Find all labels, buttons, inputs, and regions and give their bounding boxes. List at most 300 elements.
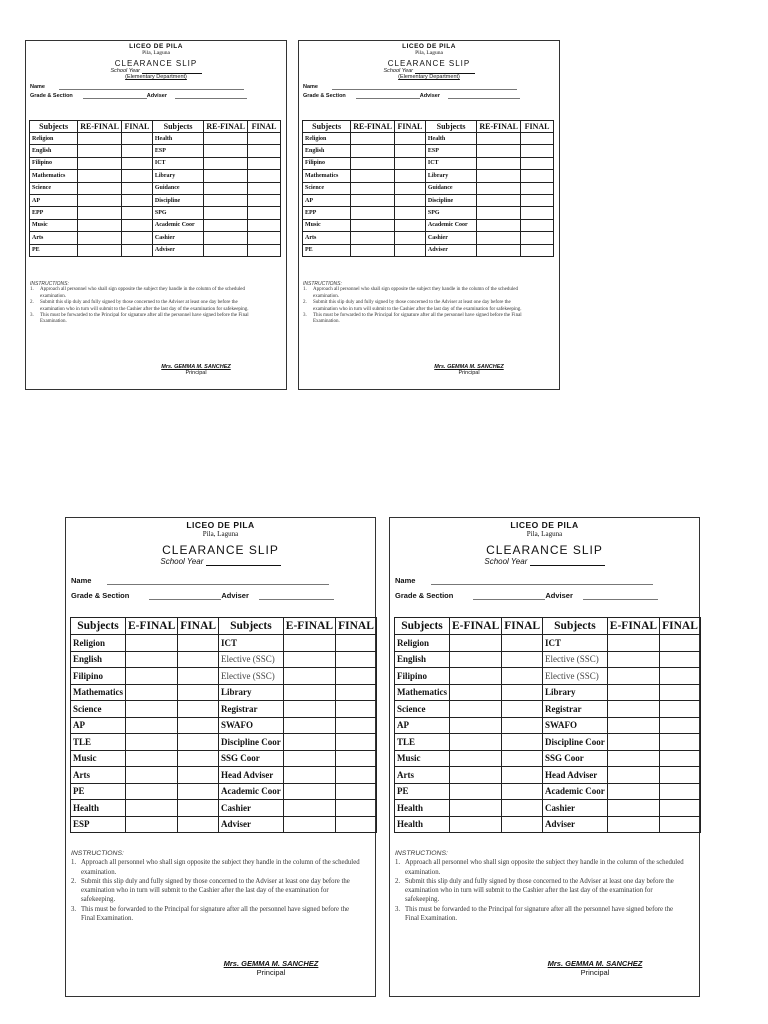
final-signature-cell[interactable] xyxy=(394,157,425,169)
final-signature-cell[interactable] xyxy=(178,734,219,751)
final-signature-cell[interactable] xyxy=(521,145,554,157)
final-signature-cell[interactable] xyxy=(502,816,543,833)
efinal-signature-cell[interactable] xyxy=(449,717,501,734)
efinal-signature-cell[interactable] xyxy=(607,783,659,800)
final-signature-cell[interactable] xyxy=(178,684,219,701)
final-signature-cell[interactable] xyxy=(660,800,701,817)
final-signature-cell[interactable] xyxy=(178,767,219,784)
efinal-signature-cell[interactable] xyxy=(449,668,501,685)
subjects-table xyxy=(29,120,281,257)
efinal-signature-cell[interactable] xyxy=(449,635,501,652)
final-signature-cell[interactable] xyxy=(248,244,281,256)
final-signature-cell[interactable] xyxy=(248,182,281,194)
final-signature-cell[interactable] xyxy=(502,767,543,784)
final-signature-cell[interactable] xyxy=(502,635,543,652)
efinal-signature-cell[interactable] xyxy=(283,734,335,751)
instruction-text: Approach all personnel who shall sign opposite the subject they handle in the column of the scheduled examination. xyxy=(313,287,518,299)
refinal-signature-cell[interactable] xyxy=(204,244,248,256)
grade-adviser-field xyxy=(395,591,699,600)
final-signature-cell[interactable] xyxy=(394,219,425,231)
signatory xyxy=(196,959,346,977)
subject-cell: SPG xyxy=(152,207,203,219)
instruction-item xyxy=(395,877,685,905)
refinal-signature-cell[interactable] xyxy=(477,170,521,182)
efinal-signature-cell[interactable] xyxy=(449,651,501,668)
final-signature-cell[interactable] xyxy=(336,717,377,734)
name-field xyxy=(30,84,286,90)
col-header: FINAL xyxy=(248,121,281,133)
final-signature-cell[interactable] xyxy=(248,157,281,169)
principal-title: Principal xyxy=(256,968,286,977)
final-signature-cell[interactable] xyxy=(336,635,377,652)
final-signature-cell[interactable] xyxy=(660,651,701,668)
subject-cell: AP xyxy=(395,717,450,734)
final-signature-cell[interactable] xyxy=(502,734,543,751)
refinal-signature-cell[interactable] xyxy=(351,182,395,194)
final-signature-cell[interactable] xyxy=(178,668,219,685)
instruction-text: Approach all personnel who shall sign opposite the subject they handle in the column of the scheduled examination. xyxy=(81,859,360,876)
efinal-signature-cell[interactable] xyxy=(125,701,177,718)
refinal-signature-cell[interactable] xyxy=(351,207,395,219)
subject-cell: SSG Coor xyxy=(219,750,284,767)
efinal-signature-cell[interactable] xyxy=(283,651,335,668)
table-row xyxy=(71,734,377,751)
refinal-signature-cell[interactable] xyxy=(351,194,395,206)
final-signature-cell[interactable] xyxy=(336,734,377,751)
final-signature-cell[interactable] xyxy=(394,133,425,145)
subject-cell: Science xyxy=(303,182,351,194)
subject-cell: Library xyxy=(219,684,284,701)
instruction-number: 2. xyxy=(303,300,307,306)
efinal-signature-cell[interactable] xyxy=(283,684,335,701)
final-signature-cell[interactable] xyxy=(521,194,554,206)
table-row xyxy=(395,635,701,652)
refinal-signature-cell[interactable] xyxy=(78,194,122,206)
efinal-signature-cell[interactable] xyxy=(607,684,659,701)
efinal-signature-cell[interactable] xyxy=(283,783,335,800)
subject-cell: Mathematics xyxy=(71,684,126,701)
refinal-signature-cell[interactable] xyxy=(351,157,395,169)
final-signature-cell[interactable] xyxy=(660,717,701,734)
efinal-signature-cell[interactable] xyxy=(449,734,501,751)
final-signature-cell[interactable] xyxy=(394,232,425,244)
efinal-signature-cell[interactable] xyxy=(607,767,659,784)
efinal-signature-cell[interactable] xyxy=(125,767,177,784)
table-row xyxy=(30,194,281,206)
table-row xyxy=(395,668,701,685)
subject-cell: Academic Coor xyxy=(219,783,284,800)
final-signature-cell[interactable] xyxy=(178,816,219,833)
efinal-signature-cell[interactable] xyxy=(607,635,659,652)
efinal-signature-cell[interactable] xyxy=(125,635,177,652)
clearance-slip-4 xyxy=(389,517,700,997)
final-signature-cell[interactable] xyxy=(394,182,425,194)
instruction-item xyxy=(71,877,361,905)
refinal-signature-cell[interactable] xyxy=(351,244,395,256)
final-signature-cell[interactable] xyxy=(121,182,152,194)
subject-cell: English xyxy=(30,145,78,157)
instruction-number: 2. xyxy=(395,877,401,885)
school-year-line[interactable] xyxy=(206,565,281,566)
final-signature-cell[interactable] xyxy=(336,701,377,718)
refinal-signature-cell[interactable] xyxy=(477,133,521,145)
efinal-signature-cell[interactable] xyxy=(449,816,501,833)
subject-cell: Music xyxy=(30,219,78,231)
final-signature-cell[interactable] xyxy=(178,750,219,767)
efinal-signature-cell[interactable] xyxy=(283,668,335,685)
col-header: FINAL xyxy=(521,121,554,133)
refinal-signature-cell[interactable] xyxy=(78,232,122,244)
subject-cell: Filipino xyxy=(30,157,78,169)
adviser-line[interactable] xyxy=(448,98,520,99)
efinal-signature-cell[interactable] xyxy=(607,668,659,685)
efinal-signature-cell[interactable] xyxy=(125,651,177,668)
final-signature-cell[interactable] xyxy=(660,701,701,718)
school-year-label: School Year xyxy=(110,68,141,74)
subject-cell: Science xyxy=(395,701,450,718)
final-signature-cell[interactable] xyxy=(394,207,425,219)
efinal-signature-cell[interactable] xyxy=(125,717,177,734)
subject-cell: PE xyxy=(71,783,126,800)
refinal-signature-cell[interactable] xyxy=(477,157,521,169)
final-signature-cell[interactable] xyxy=(394,145,425,157)
efinal-signature-cell[interactable] xyxy=(449,684,501,701)
table-row xyxy=(303,133,554,145)
refinal-signature-cell[interactable] xyxy=(78,244,122,256)
efinal-signature-cell[interactable] xyxy=(449,783,501,800)
efinal-signature-cell[interactable] xyxy=(449,800,501,817)
final-signature-cell[interactable] xyxy=(521,133,554,145)
grade-line[interactable] xyxy=(83,98,147,99)
refinal-signature-cell[interactable] xyxy=(78,157,122,169)
refinal-signature-cell[interactable] xyxy=(351,170,395,182)
final-signature-cell[interactable] xyxy=(121,170,152,182)
subject-cell: Registrar xyxy=(543,701,608,718)
instruction-text: This must be forwarded to the Principal for signature after all the personnel have signed before the Final Examination. xyxy=(40,313,249,325)
subject-cell: ICT xyxy=(425,157,476,169)
final-signature-cell[interactable] xyxy=(178,717,219,734)
subjects-table xyxy=(302,120,554,257)
refinal-signature-cell[interactable] xyxy=(351,145,395,157)
school-year-field xyxy=(66,557,375,566)
refinal-signature-cell[interactable] xyxy=(204,232,248,244)
refinal-signature-cell[interactable] xyxy=(204,133,248,145)
subject-cell: SWAFO xyxy=(543,717,608,734)
grade-adviser-field xyxy=(303,93,559,99)
instruction-number: 3. xyxy=(30,313,34,319)
refinal-signature-cell[interactable] xyxy=(477,232,521,244)
efinal-signature-cell[interactable] xyxy=(283,750,335,767)
efinal-signature-cell[interactable] xyxy=(283,816,335,833)
final-signature-cell[interactable] xyxy=(121,219,152,231)
final-signature-cell[interactable] xyxy=(660,635,701,652)
final-signature-cell[interactable] xyxy=(336,800,377,817)
final-signature-cell[interactable] xyxy=(248,232,281,244)
grade-line[interactable] xyxy=(473,599,545,600)
final-signature-cell[interactable] xyxy=(121,133,152,145)
refinal-signature-cell[interactable] xyxy=(204,157,248,169)
final-signature-cell[interactable] xyxy=(394,244,425,256)
grade-line[interactable] xyxy=(149,599,221,600)
table-row xyxy=(30,244,281,256)
department-label: (Elementary Department) xyxy=(125,74,187,80)
name-label: Name xyxy=(395,576,416,585)
instruction-text: Submit this slip duly and fully signed by those concerned to the Adviser at least one day before the examination who in turn will submit to the Cashier after the last day of the examination for safekeeping. xyxy=(81,877,350,904)
refinal-signature-cell[interactable] xyxy=(477,219,521,231)
name-label: Name xyxy=(303,84,318,90)
final-signature-cell[interactable] xyxy=(248,145,281,157)
adviser-line[interactable] xyxy=(259,599,334,600)
refinal-signature-cell[interactable] xyxy=(204,182,248,194)
refinal-signature-cell[interactable] xyxy=(204,219,248,231)
efinal-signature-cell[interactable] xyxy=(125,684,177,701)
refinal-signature-cell[interactable] xyxy=(351,133,395,145)
subject-cell: Health xyxy=(152,133,203,145)
col-header: FINAL xyxy=(178,618,219,635)
refinal-signature-cell[interactable] xyxy=(477,194,521,206)
refinal-signature-cell[interactable] xyxy=(477,145,521,157)
efinal-signature-cell[interactable] xyxy=(449,767,501,784)
table-header-row xyxy=(303,121,554,133)
instruction-text: Approach all personnel who shall sign opposite the subject they handle in the column of the scheduled examination. xyxy=(405,859,684,876)
final-signature-cell[interactable] xyxy=(248,170,281,182)
principal-name: Mrs. GEMMA M. SANCHEZ xyxy=(434,364,504,370)
col-header: Subjects xyxy=(303,121,351,133)
efinal-signature-cell[interactable] xyxy=(125,800,177,817)
refinal-signature-cell[interactable] xyxy=(78,182,122,194)
efinal-signature-cell[interactable] xyxy=(125,668,177,685)
name-label: Name xyxy=(71,576,92,585)
instruction-item xyxy=(395,858,685,877)
final-signature-cell[interactable] xyxy=(521,170,554,182)
efinal-signature-cell[interactable] xyxy=(449,701,501,718)
final-signature-cell[interactable] xyxy=(394,194,425,206)
final-signature-cell[interactable] xyxy=(521,207,554,219)
table-row xyxy=(303,207,554,219)
efinal-signature-cell[interactable] xyxy=(449,750,501,767)
final-signature-cell[interactable] xyxy=(502,800,543,817)
table-row xyxy=(303,194,554,206)
final-signature-cell[interactable] xyxy=(178,800,219,817)
refinal-signature-cell[interactable] xyxy=(351,219,395,231)
subject-cell: AP xyxy=(71,717,126,734)
efinal-signature-cell[interactable] xyxy=(283,767,335,784)
principal-name: Mrs. GEMMA M. SANCHEZ xyxy=(547,959,643,968)
subject-cell: ICT xyxy=(219,635,284,652)
table-row xyxy=(71,717,377,734)
adviser-line[interactable] xyxy=(583,599,658,600)
efinal-signature-cell[interactable] xyxy=(607,816,659,833)
refinal-signature-cell[interactable] xyxy=(351,232,395,244)
final-signature-cell[interactable] xyxy=(521,157,554,169)
final-signature-cell[interactable] xyxy=(521,244,554,256)
final-signature-cell[interactable] xyxy=(336,750,377,767)
final-signature-cell[interactable] xyxy=(178,701,219,718)
signatory xyxy=(136,364,256,376)
refinal-signature-cell[interactable] xyxy=(204,145,248,157)
subject-cell: Music xyxy=(71,750,126,767)
final-signature-cell[interactable] xyxy=(121,207,152,219)
col-header: Subjects xyxy=(425,121,476,133)
final-signature-cell[interactable] xyxy=(248,194,281,206)
final-signature-cell[interactable] xyxy=(502,668,543,685)
final-signature-cell[interactable] xyxy=(660,668,701,685)
refinal-signature-cell[interactable] xyxy=(204,170,248,182)
subject-cell: Cashier xyxy=(543,800,608,817)
final-signature-cell[interactable] xyxy=(336,651,377,668)
efinal-signature-cell[interactable] xyxy=(125,816,177,833)
col-header: E-FINAL xyxy=(283,618,335,635)
final-signature-cell[interactable] xyxy=(660,767,701,784)
efinal-signature-cell[interactable] xyxy=(283,800,335,817)
efinal-signature-cell[interactable] xyxy=(607,651,659,668)
efinal-signature-cell[interactable] xyxy=(283,635,335,652)
table-row xyxy=(71,684,377,701)
final-signature-cell[interactable] xyxy=(660,816,701,833)
final-signature-cell[interactable] xyxy=(521,219,554,231)
refinal-signature-cell[interactable] xyxy=(477,244,521,256)
subject-cell: PE xyxy=(30,244,78,256)
final-signature-cell[interactable] xyxy=(502,783,543,800)
table-row xyxy=(395,684,701,701)
instructions-list xyxy=(71,858,361,923)
final-signature-cell[interactable] xyxy=(502,750,543,767)
efinal-signature-cell[interactable] xyxy=(283,717,335,734)
subject-cell: Science xyxy=(71,701,126,718)
school-name: LICEO DE PILA xyxy=(129,43,183,50)
refinal-signature-cell[interactable] xyxy=(78,145,122,157)
subject-cell: Filipino xyxy=(395,668,450,685)
grade-adviser-field xyxy=(30,93,286,99)
refinal-signature-cell[interactable] xyxy=(78,207,122,219)
final-signature-cell[interactable] xyxy=(248,219,281,231)
final-signature-cell[interactable] xyxy=(502,701,543,718)
table-row xyxy=(71,767,377,784)
final-signature-cell[interactable] xyxy=(502,651,543,668)
subject-cell: English xyxy=(303,145,351,157)
subject-cell: Arts xyxy=(71,767,126,784)
table-row xyxy=(71,783,377,800)
efinal-signature-cell[interactable] xyxy=(125,750,177,767)
name-field xyxy=(395,576,699,585)
table-row xyxy=(30,207,281,219)
school-address: Pila, Laguna xyxy=(526,530,563,538)
final-signature-cell[interactable] xyxy=(178,783,219,800)
col-header: Subjects xyxy=(30,121,78,133)
final-signature-cell[interactable] xyxy=(394,170,425,182)
grade-line[interactable] xyxy=(356,98,420,99)
name-line[interactable] xyxy=(431,584,653,585)
instructions-list xyxy=(303,287,535,325)
refinal-signature-cell[interactable] xyxy=(78,133,122,145)
final-signature-cell[interactable] xyxy=(248,133,281,145)
final-signature-cell[interactable] xyxy=(336,684,377,701)
efinal-signature-cell[interactable] xyxy=(283,701,335,718)
subject-cell: Discipline Coor xyxy=(543,734,608,751)
efinal-signature-cell[interactable] xyxy=(607,734,659,751)
table-row xyxy=(395,734,701,751)
final-signature-cell[interactable] xyxy=(336,767,377,784)
refinal-signature-cell[interactable] xyxy=(78,170,122,182)
name-line[interactable] xyxy=(107,584,329,585)
table-row xyxy=(30,145,281,157)
refinal-signature-cell[interactable] xyxy=(204,207,248,219)
subject-cell: Elective (SSC) xyxy=(219,651,284,668)
final-signature-cell[interactable] xyxy=(121,244,152,256)
refinal-signature-cell[interactable] xyxy=(477,207,521,219)
instruction-item xyxy=(71,858,361,877)
final-signature-cell[interactable] xyxy=(521,182,554,194)
efinal-signature-cell[interactable] xyxy=(607,701,659,718)
subject-cell: Religion xyxy=(30,133,78,145)
subject-cell: SPG xyxy=(425,207,476,219)
name-line[interactable] xyxy=(332,89,517,90)
final-signature-cell[interactable] xyxy=(660,684,701,701)
instructions-header: INSTRUCTIONS: xyxy=(395,850,448,857)
final-signature-cell[interactable] xyxy=(521,232,554,244)
instructions xyxy=(395,849,685,923)
final-signature-cell[interactable] xyxy=(121,145,152,157)
grade-label: Grade & Section xyxy=(395,591,454,600)
table-row xyxy=(30,170,281,182)
adviser-label: Adviser xyxy=(545,591,573,600)
final-signature-cell[interactable] xyxy=(178,651,219,668)
col-header: Subjects xyxy=(152,121,203,133)
refinal-signature-cell[interactable] xyxy=(477,182,521,194)
final-signature-cell[interactable] xyxy=(660,750,701,767)
efinal-signature-cell[interactable] xyxy=(125,734,177,751)
final-signature-cell[interactable] xyxy=(248,207,281,219)
subject-cell: Elective (SSC) xyxy=(543,668,608,685)
final-signature-cell[interactable] xyxy=(121,232,152,244)
department-label: (Elementary Department) xyxy=(398,74,460,80)
final-signature-cell[interactable] xyxy=(336,668,377,685)
instruction-number: 2. xyxy=(71,877,77,885)
subject-cell: Health xyxy=(425,133,476,145)
final-signature-cell[interactable] xyxy=(660,734,701,751)
final-signature-cell[interactable] xyxy=(336,783,377,800)
final-signature-cell[interactable] xyxy=(121,157,152,169)
final-signature-cell[interactable] xyxy=(502,684,543,701)
table-row xyxy=(71,635,377,652)
instruction-text: Submit this slip duly and fully signed by those concerned to the Adviser at least one day before the examination who in turn will submit to the Cashier after the last day of the examination for safekeeping. xyxy=(405,877,674,904)
efinal-signature-cell[interactable] xyxy=(607,800,659,817)
efinal-signature-cell[interactable] xyxy=(607,717,659,734)
final-signature-cell[interactable] xyxy=(502,717,543,734)
table-row xyxy=(71,750,377,767)
subject-cell: EPP xyxy=(30,207,78,219)
refinal-signature-cell[interactable] xyxy=(78,219,122,231)
subject-cell: Academic Coor xyxy=(425,219,476,231)
instructions-header: INSTRUCTIONS: xyxy=(30,281,69,287)
efinal-signature-cell[interactable] xyxy=(125,783,177,800)
name-field xyxy=(71,576,375,585)
signatory xyxy=(409,364,529,376)
final-signature-cell[interactable] xyxy=(121,194,152,206)
school-year-line[interactable] xyxy=(530,565,605,566)
final-signature-cell[interactable] xyxy=(336,816,377,833)
adviser-line[interactable] xyxy=(175,98,247,99)
efinal-signature-cell[interactable] xyxy=(607,750,659,767)
name-line[interactable] xyxy=(59,89,244,90)
table-row xyxy=(303,182,554,194)
final-signature-cell[interactable] xyxy=(660,783,701,800)
final-signature-cell[interactable] xyxy=(178,635,219,652)
table-row xyxy=(30,219,281,231)
refinal-signature-cell[interactable] xyxy=(204,194,248,206)
table-row xyxy=(303,170,554,182)
school-year-label: School Year xyxy=(160,557,204,566)
